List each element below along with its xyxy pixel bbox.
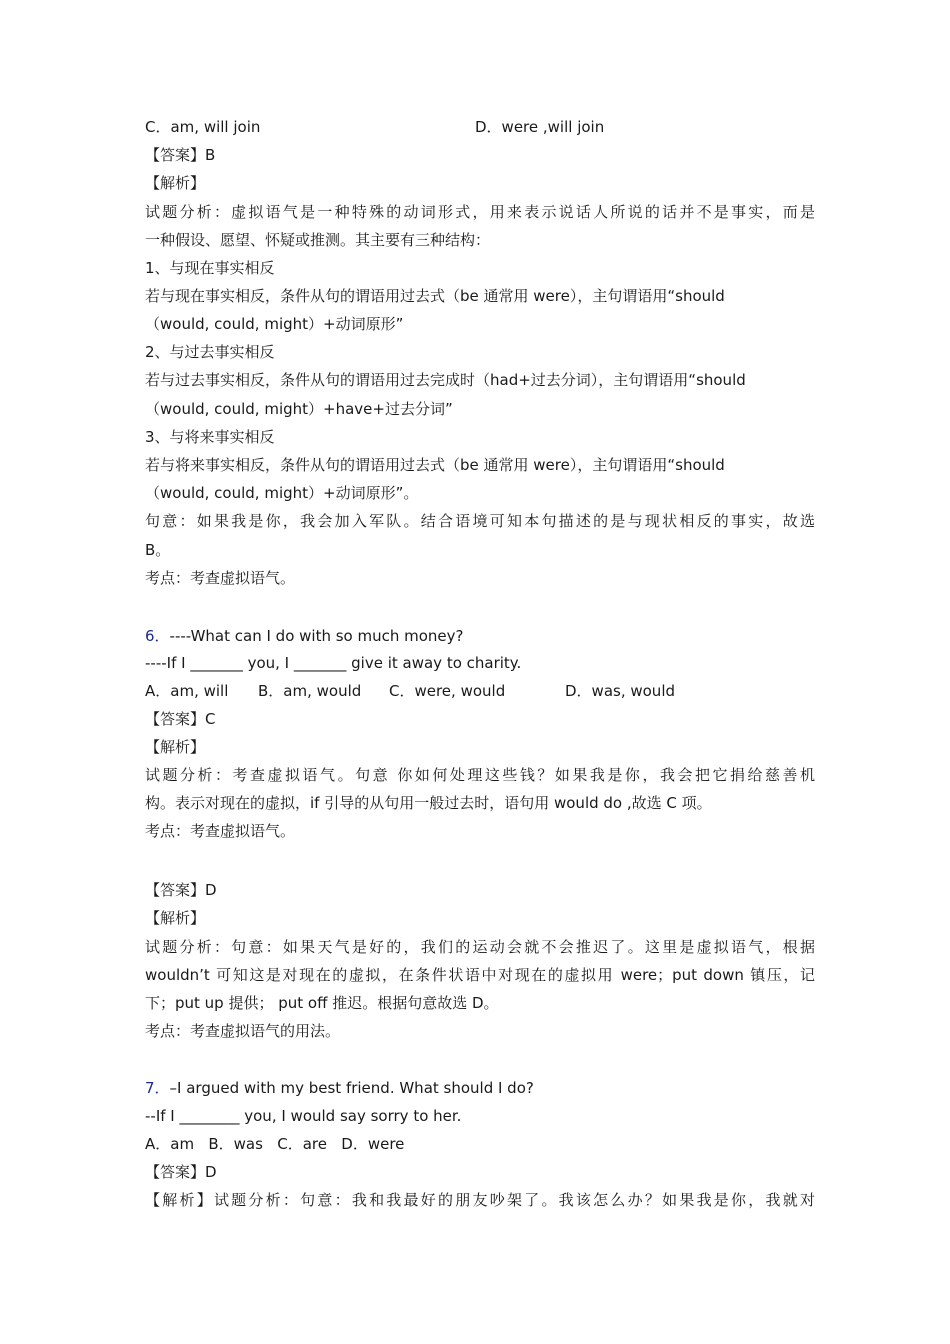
- q6-line2: ----If I _______ you, I _______ give it away to charity.: [145, 654, 522, 672]
- extra-answer: 【答案】D: [145, 881, 217, 899]
- q5-analysis-line: 若与现在事实相反，条件从句的谓语用过去式（be 通常用 were），主句谓语用“should: [145, 287, 725, 305]
- q6-option-d: D．was, would: [565, 682, 676, 700]
- q5-analysis-line: 3、与将来事实相反: [145, 428, 275, 446]
- q5-analysis-line: （would, could, might）+动词原形”: [145, 315, 404, 333]
- q5-analysis-line: （would, could, might）+have+过去分词”: [145, 400, 453, 418]
- q6-analysis-line: 构。表示对现在的虚拟，if 引导的从句用一般过去时，语句用 would do ,故选 C 项。: [145, 794, 712, 812]
- q7-answer: 【答案】D: [145, 1163, 217, 1181]
- q5-analysis-line: 试题分析：虚拟语气是一种特殊的动词形式，用来表示说话人所说的话并不是事实，而是: [145, 203, 815, 221]
- q5-analysis-line: （would, could, might）+动词原形”。: [145, 484, 419, 502]
- q6-option-a: A．am, will: [145, 682, 229, 700]
- q7-options: A．am B．was C．are D．were: [145, 1135, 405, 1153]
- q5-analysis-line: 2、与过去事实相反: [145, 343, 275, 361]
- extra-analysis-line: 试题分析：句意：如果天气是好的，我们的运动会就不会推迟了。这里是虚拟语气，根据: [145, 938, 815, 956]
- q7-question: [145, 1078, 815, 1098]
- q6-analysis-line: 考点：考查虚拟语气。: [145, 822, 296, 840]
- q5-option-d: D．were ,will join: [475, 118, 605, 136]
- q5-analysis-line: 句意：如果我是你，我会加入军队。结合语境可知本句描述的是与现状相反的事实，故选: [145, 512, 815, 530]
- q6-number: 6．: [145, 627, 170, 645]
- q5-analysis-label: 【解析】: [145, 174, 206, 192]
- extra-analysis-line: wouldn’t 可知这是对现在的虚拟，在条件状语中对现在的虚拟用 were；put down 镇压，记: [145, 966, 815, 984]
- q6-answer: 【答案】C: [145, 710, 216, 728]
- q7-analysis-line: 【解析】试题分析：句意：我和我最好的朋友吵架了。我该怎么办？如果我是你，我就对: [145, 1191, 815, 1209]
- q5-analysis-line: 若与将来事实相反，条件从句的谓语用过去式（be 通常用 were），主句谓语用“should: [145, 456, 725, 474]
- q5-analysis-line: 考点：考查虚拟语气。: [145, 569, 296, 587]
- q5-analysis-line: 1、与现在事实相反: [145, 259, 275, 277]
- q7-line2: --If I ________ you, I would say sorry to her.: [145, 1107, 462, 1125]
- extra-analysis-line: 考点：考查虚拟语气的用法。: [145, 1022, 341, 1040]
- q5-answer: 【答案】B: [145, 146, 216, 164]
- extra-analysis-label: 【解析】: [145, 909, 206, 927]
- q6-question: [145, 626, 815, 646]
- q6-analysis-label: 【解析】: [145, 738, 206, 756]
- extra-analysis-line: 下；put up 提供； put off 推迟。根据句意故选 D。: [145, 994, 499, 1012]
- q5-analysis-line: 若与过去事实相反，条件从句的谓语用过去完成时（had+过去分词），主句谓语用“should: [145, 371, 746, 389]
- q7-question-text: –I argued with my best friend. What should I do?: [169, 1079, 534, 1097]
- q6-analysis-line: 试题分析：考查虚拟语气。句意 你如何处理这些钱？如果我是你，我会把它捐给慈善机: [145, 766, 815, 784]
- q6-option-b: B．am, would: [258, 682, 362, 700]
- q5-analysis-line: B。: [145, 541, 171, 559]
- q7-number: 7．: [145, 1079, 170, 1097]
- q6-option-c: C．were, would: [389, 682, 506, 700]
- q5-option-c: C．am, will join: [145, 118, 261, 136]
- q5-analysis-line: 一种假设、愿望、怀疑或推测。其主要有三种结构：: [145, 231, 491, 249]
- q6-question-text: ----What can I do with so much money?: [169, 627, 464, 645]
